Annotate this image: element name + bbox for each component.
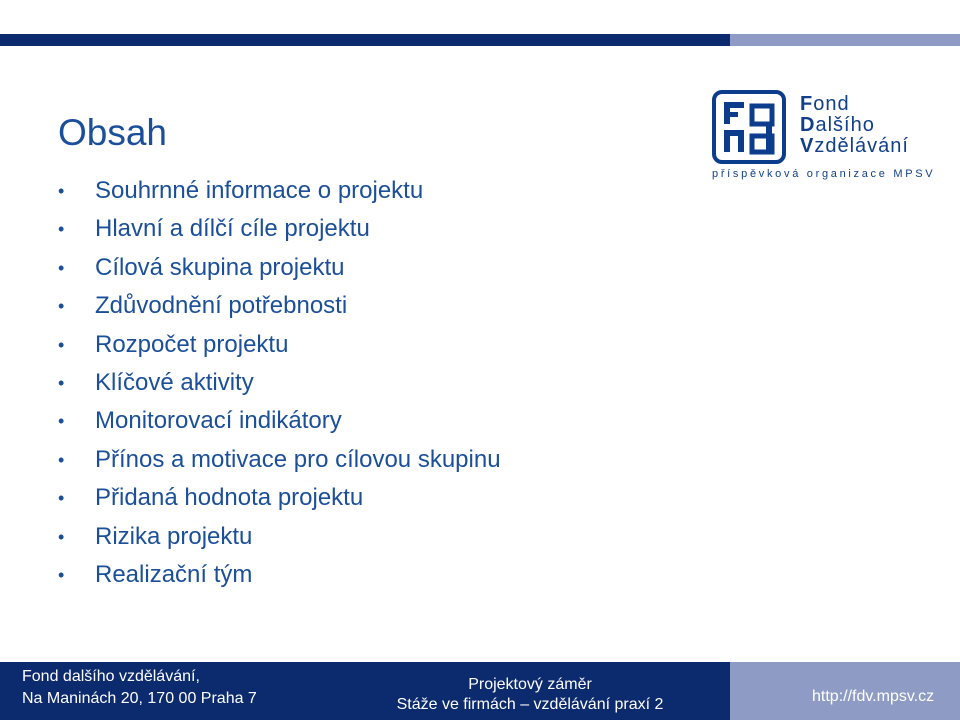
bullet-icon: • <box>58 526 65 547</box>
bullet-icon: • <box>58 564 65 585</box>
list-item: • Souhrnné informace o projektu <box>58 172 501 210</box>
bullet-icon: • <box>58 181 65 201</box>
bullet-icon: • <box>58 372 65 393</box>
fdv-logo <box>712 90 952 185</box>
bullet-icon: • <box>58 449 65 470</box>
list-item: • Cílová skupina projektu <box>58 249 501 287</box>
bullet-icon: • <box>58 334 65 355</box>
bullet-icon: • <box>58 257 65 278</box>
list-item: • Přidaná hodnota projektu <box>58 479 501 517</box>
list-item: • Zdůvodnění potřebnosti <box>58 287 501 325</box>
footer-org-name: Fond dalšího vzdělávání, <box>22 668 200 685</box>
fdv-logo-wordmark: Fond Dalšího Vzdělávání <box>800 93 909 157</box>
top-decorative-bar <box>0 34 960 46</box>
fdv-logo-mark-icon <box>712 90 786 164</box>
bullet-icon: • <box>58 296 65 317</box>
list-item: • Realizační tým <box>58 556 501 594</box>
footer-document <box>330 662 730 720</box>
footer-doc-subtitle: Stáže ve firmách – vzdělávání praxí 2 <box>396 696 664 713</box>
bullet-icon: • <box>58 219 65 240</box>
footer <box>0 662 960 720</box>
top-bar-dark-segment <box>0 34 730 46</box>
list-item: • Rizika projektu <box>58 518 501 556</box>
list-item: • Klíčové aktivity <box>58 364 501 402</box>
footer-org-address: Na Maninách 20, 170 00 Praha 7 <box>22 690 257 707</box>
logo-subtitle: příspěvková organizace MPSV <box>712 168 936 180</box>
bullet-icon: • <box>58 411 65 432</box>
contents-list <box>58 172 501 594</box>
slide-title: Obsah <box>58 112 168 153</box>
list-item: • Rozpočet projektu <box>58 326 501 364</box>
list-item: • Hlavní a dílčí cíle projektu <box>58 210 501 248</box>
footer-doc-title: Projektový záměr <box>468 676 592 693</box>
footer-url-link[interactable]: http://fdv.mpsv.cz <box>812 688 935 705</box>
top-bar-light-segment <box>730 34 960 46</box>
list-item: • Přínos a motivace pro cílovou skupinu <box>58 441 501 479</box>
bullet-icon: • <box>58 488 65 509</box>
list-item: • Monitorovací indikátory <box>58 402 501 440</box>
footer-organization <box>0 662 330 720</box>
footer-url-panel <box>730 662 960 720</box>
